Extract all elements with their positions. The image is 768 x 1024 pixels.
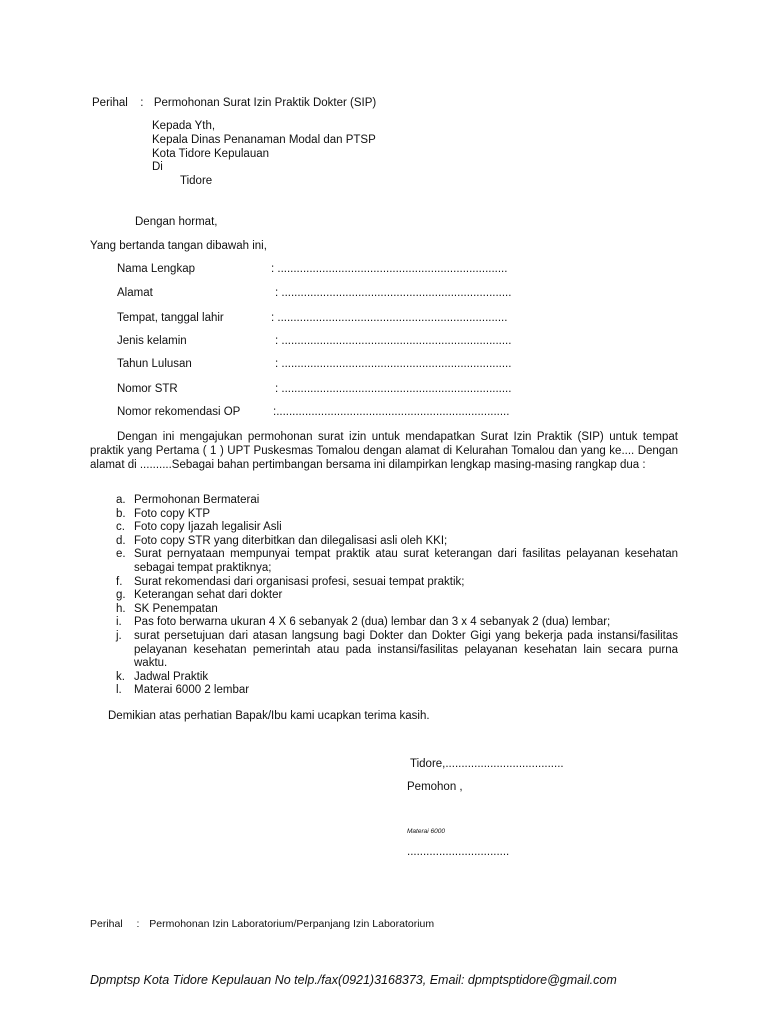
field-value-op-recommendation: :......................................................................... <box>273 406 510 418</box>
list-item <box>90 671 678 685</box>
list-item-text: Foto copy Ijazah legalisir Asli <box>134 521 282 534</box>
list-item-letter: c. <box>116 521 125 534</box>
list-item-letter: f. <box>116 575 123 588</box>
requirements-list <box>90 494 678 698</box>
second-subject-text: Permohonan Izin Laboratorium/Perpanjang Izin Laboratorium <box>149 918 435 930</box>
list-item-text: surat persetujuan dari atasan langsung bagi Dokter dan Dokter Gigi yang bekerja pada instansi/fasilitas pelayanan kesehatan pemerintah atau pada instansi/fasilitas pelayanan kesehatan lain secara purna waktu. <box>134 629 678 670</box>
field-value-address: : ........................................................................ <box>275 287 512 299</box>
list-item-text: Foto copy KTP <box>134 507 211 520</box>
list-item <box>90 508 678 522</box>
place-date: Tidore,..................................... <box>410 758 564 770</box>
field-value-str-number: : ........................................................................ <box>275 383 512 395</box>
recipient-line-2: Kepala Dinas Penanaman Modal dan PTSP <box>152 134 376 146</box>
list-item-text: Surat pernyataan mempunyai tempat praktik atau surat keterangan dari fasilitas pelayanan kesehatan sebagai tempat praktiknya; <box>134 548 678 574</box>
field-label-str-number: Nomor STR <box>117 383 178 395</box>
recipient-line-3: Kota Tidore Kepulauan <box>152 148 270 160</box>
subject-separator: : <box>140 97 144 109</box>
list-item-letter: e. <box>116 548 126 561</box>
stamp-note: Materai 6000 <box>407 828 445 835</box>
subject-text: Permohonan Surat Izin Praktik Dokter (SIP) <box>153 97 377 109</box>
list-item-text: Jadwal Praktik <box>134 670 209 683</box>
list-item <box>90 603 678 617</box>
list-item <box>90 535 678 549</box>
list-item-letter: a. <box>116 494 126 506</box>
greeting: Dengan hormat, <box>135 216 218 228</box>
field-label-birth: Tempat, tanggal lahir <box>117 312 224 324</box>
list-item-text: Pas foto berwarna ukuran 4 X 6 sebanyak 2 (dua) lembar dan 3 x 4 sebanyak 2 (dua) lembar; <box>134 616 611 629</box>
field-value-gender: : ........................................................................ <box>275 335 512 347</box>
list-item <box>90 494 678 508</box>
list-item <box>90 589 678 603</box>
field-value-name: : ........................................................................ <box>271 263 508 275</box>
intro-text: Yang bertanda tangan dibawah ini, <box>90 240 267 252</box>
list-item-letter: k. <box>116 670 125 683</box>
recipient-line-5: Tidore <box>180 175 213 187</box>
list-item <box>90 521 678 535</box>
list-item-letter: i. <box>116 616 122 629</box>
field-label-address: Alamat <box>117 287 153 299</box>
second-subject-label: Perihal <box>90 918 123 930</box>
second-subject-line <box>90 918 434 930</box>
list-item-letter: l. <box>116 684 122 697</box>
applicant-name-line: ................................ <box>407 846 510 858</box>
subject-line <box>92 97 376 109</box>
list-item-letter: g. <box>116 589 126 602</box>
field-value-graduation-year: : ........................................................................ <box>275 358 512 370</box>
field-label-graduation-year: Tahun Lulusan <box>117 358 192 370</box>
recipient-line-4: Di <box>152 161 163 173</box>
list-item-text: Surat rekomendasi dari organisasi profesi, sesuai tempat praktik; <box>134 575 465 588</box>
list-item-letter: h. <box>116 602 126 615</box>
body-paragraph: Dengan ini mengajukan permohonan surat izin untuk mendapatkan Surat Izin Praktik (SIP) untuk tempat praktik yang Pertama ( 1 ) UPT Puskesmas Tomalou dengan alamat di Kelurahan Tomalou dan yang ke.... Dengan alamat di ..........Sebagai bahan pertimbangan bersama ini dilampirkan lengkap masing-masing rangkap dua : <box>90 431 678 471</box>
list-item-letter: b. <box>116 507 126 520</box>
list-item <box>90 630 678 671</box>
list-item-letter: d. <box>116 534 126 547</box>
list-item-text: SK Penempatan <box>134 602 218 615</box>
recipient-line-1: Kepada Yth, <box>152 120 216 132</box>
footer-contact: Dpmptsp Kota Tidore Kepulauan No telp./fax(0921)3168373, Email: dpmptsptidore@gmail.com <box>90 973 617 987</box>
list-item <box>90 684 678 698</box>
field-label-op-recommendation: Nomor rekomendasi OP <box>117 406 241 418</box>
list-item-text: Materai 6000 2 lembar <box>134 684 250 697</box>
field-label-gender: Jenis kelamin <box>117 335 187 347</box>
list-item <box>90 576 678 590</box>
list-item-text: Keterangan sehat dari dokter <box>134 589 283 602</box>
list-item-text: Permohonan Bermaterai <box>134 494 260 506</box>
subject-label: Perihal <box>92 97 128 109</box>
field-label-name: Nama Lengkap <box>117 263 195 275</box>
list-item <box>90 548 678 575</box>
field-value-birth: : ........................................................................ <box>271 312 508 324</box>
list-item-letter: j. <box>116 629 122 642</box>
closing-sentence: Demikian atas perhatian Bapak/Ibu kami ucapkan terima kasih. <box>108 710 430 722</box>
list-item <box>90 616 678 630</box>
second-subject-separator: : <box>136 918 140 930</box>
list-item-text: Foto copy STR yang diterbitkan dan dilegalisasi asli oleh KKI; <box>134 534 448 547</box>
applicant-label: Pemohon , <box>407 781 463 793</box>
